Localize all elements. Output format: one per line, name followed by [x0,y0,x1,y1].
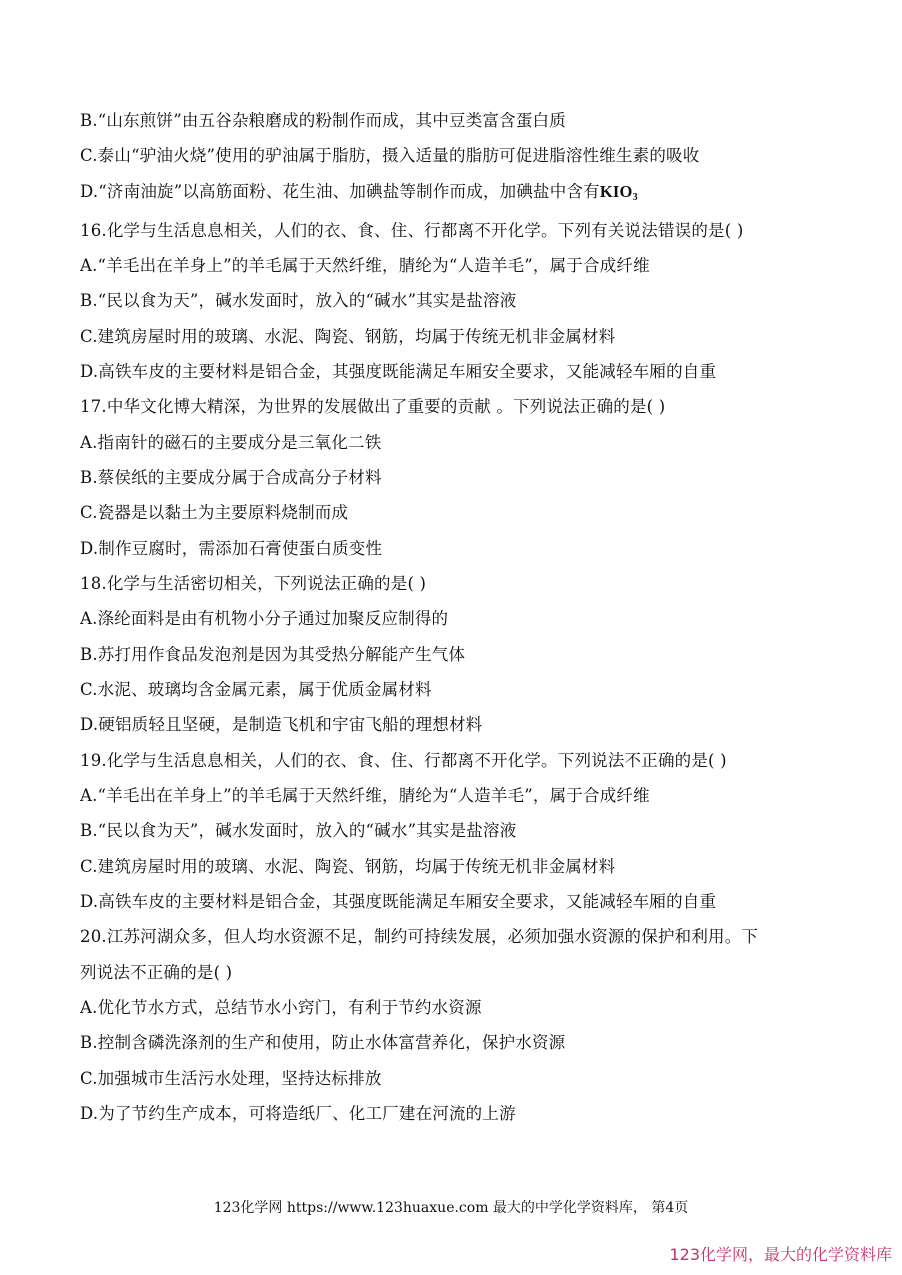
watermark-text: 123化学网，最大的化学资料库 [669,1245,892,1264]
option-17c: C.瓷器是以黏土为主要原料烧制而成 [80,503,349,522]
option-18c: C.水泥、玻璃均含金属元素，属于优质金属材料 [80,680,432,699]
option-19d: D.高铁车皮的主要材料是铝合金，其强度既能满足车厢安全要求，又能减轻车厢的自重 [80,892,717,911]
option-17b: B.蔡侯纸的主要成分属于合成高分子材料 [80,468,382,487]
option-16c: C.建筑房屋时用的玻璃、水泥、陶瓷、钢筋，均属于传统无机非金属材料 [80,327,616,346]
option-20d: D.为了节约生产成本，可将造纸厂、化工厂建在河流的上游 [80,1104,516,1123]
question-17: 17.中华文化博大精深，为世界的发展做出了重要的贡献 。下列说法正确的是( ) [80,397,666,416]
option-19c: C.建筑房屋时用的玻璃、水泥、陶瓷、钢筋，均属于传统无机非金属材料 [80,857,616,876]
option-19a: A.“羊毛出在羊身上”的羊毛属于天然纤维，腈纶为“人造羊毛”，属于合成纤维 [80,786,650,805]
question-20-continued: 列说法不正确的是( ) [80,963,233,982]
option-20c: C.加强城市生活污水处理，坚持达标排放 [80,1069,382,1088]
chemical-formula [600,182,638,201]
option-16d: D.高铁车皮的主要材料是铝合金，其强度既能满足车厢安全要求，又能减轻车厢的自重 [80,362,717,381]
option-20a: A.优化节水方式，总结节水小窍门，有利于节约水资源 [80,998,482,1017]
page-footer: 123化学网 https://www.123huaxue.com 最大的中学化学资料库， 第4页 [213,1200,689,1216]
option-18d: D.硬铝质轻且坚硬，是制造飞机和宇宙飞船的理想材料 [80,715,483,734]
option-18b: B.苏打用作食品发泡剂是因为其受热分解能产生气体 [80,645,466,664]
question-18: 18.化学与生活密切相关，下列说法正确的是( ) [80,574,427,593]
formula-subscript: 3 [632,192,638,203]
option-15c: C.泰山“驴油火烧”使用的驴油属于脂肪，摄入适量的脂肪可促进脂溶性维生素的吸收 [80,146,700,165]
option-16a: A.“羊毛出在羊身上”的羊毛属于天然纤维，腈纶为“人造羊毛”，属于合成纤维 [80,256,650,275]
option-15d [80,181,638,209]
option-19b: B.“民以食为天”，碱水发面时，放入的“碱水”其实是盐溶液 [80,821,517,840]
option-20b: B.控制含磷洗涤剂的生产和使用，防止水体富营养化，保护水资源 [80,1033,566,1052]
option-17a: A.指南针的磁石的主要成分是三氧化二铁 [80,433,382,452]
option-18a: A.涤纶面料是由有机物小分子通过加聚反应制得的 [80,609,449,628]
question-20: 20.江苏河湖众多，但人均水资源不足，制约可持续发展，必须加强水资源的保护和利用。下 [80,927,759,946]
question-19: 19.化学与生活息息相关，人们的衣、食、住、行都离不开化学。下列说法不正确的是( ) [80,751,727,770]
formula-main: KIO [599,182,633,201]
option-15d-text: D.“济南油旋”以高筋面粉、花生油、加碘盐等制作而成，加碘盐中含有 [80,182,600,201]
option-16b: B.“民以食为天”，碱水发面时，放入的“碱水”其实是盐溶液 [80,291,517,310]
question-16: 16.化学与生活息息相关，人们的衣、食、住、行都离不开化学。下列有关说法错误的是( ) [80,221,744,240]
option-17d: D.制作豆腐时，需添加石膏使蛋白质变性 [80,539,383,558]
option-15b: B.“山东煎饼”由五谷杂粮磨成的粉制作而成，其中豆类富含蛋白质 [80,111,566,130]
